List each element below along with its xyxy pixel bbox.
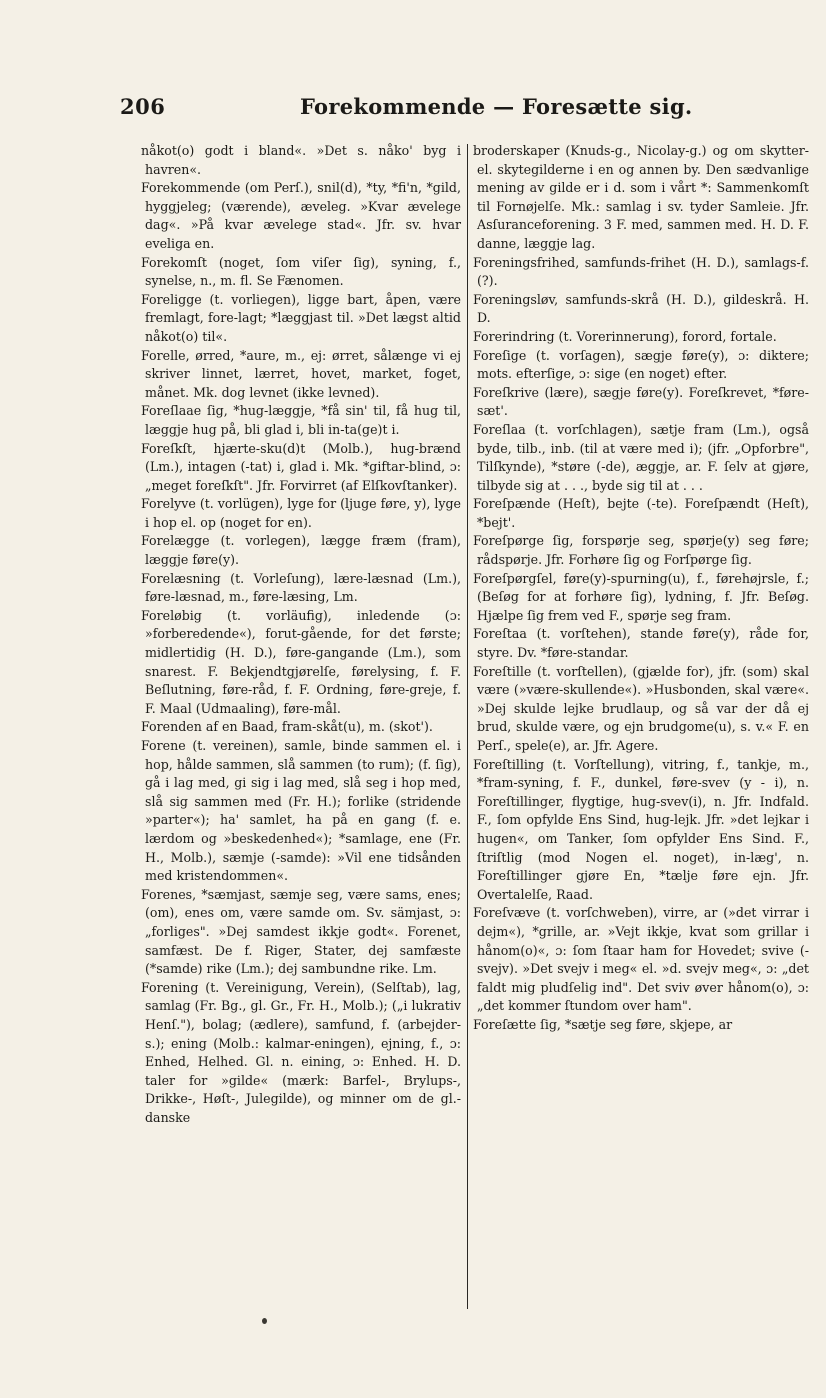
entry-foreslaa: Foreſlaa (t. vorſchlagen), sætje fram (Lm.), også byde, tilb., inb. (til at være med i); (jfr. „Opforbre", Tilſkynde), *støre (-de), æggje, ar. F. ſelv at gjøre, tilbyde sig at . . ., byde sig til at . . . [473,421,809,493]
ink-speck [262,1318,267,1324]
entry-forening: Forening (t. Vereinigung, Verein), (Selſtab), lag, samlag (Fr. Bg., gl. Gr., Fr. H., Molb.); („i lukrativ Henſ."), bolag; (ædlere), samfund, f. (arbejder-s.); ening (Molb.: kalmar-eningen), ejning, f., ɔ: Enhed, Helhed. Gl. n. eining, ɔ: Enhed. H. D. taler for »gilde« (mærk: Barfel-, Brylups-, Drikke-, Høſt-, Julegilde), og minner om de gl.-danske [141,979,461,1125]
entry-foreskst: Foreſkſt, hjærte-sku(d)t (Molb.), hug-brænd (Lm.), intagen (-tat) i, glad i. Mk. *giftar-blind, ɔ: „meget foreſkſt". Jfr. Forvirret (af Elſkovſtanker). [141,440,461,493]
right-column [473,142,809,1035]
entry-forene: Forene (t. vereinen), samle, binde sammen el. i hop, hålde sammen, slå sammen (to rum); (f. ſig), gå i lag med, gi sig i lag med, slå seg i hop med, slå sig sammen med (Fr. H.); forlike (stridende »parter«); ha' samlet, ha på en gang (f. e. lærdom og »beskedenhed«); *samlage, ene (Fr. H., Molb.), sæmje (-samde): »Vil ene tidsånden med kristendommen«. [141,738,461,884]
entry-forelyve: Forelyve (t. vorlügen), lyge for (ljuge føre, y), lyge i hop el. op (noget for en). [141,496,462,530]
entry-forestaa: Foreſtaa (t. vorſtehen), stande føre(y), råde for, styre. Dv. *føre-standar. [473,626,809,661]
entry-continuation: nåkot(o) godt i bland«. »Det s. nåko' byg i havren«. [141,143,461,177]
entry-forespoerge-sig: Foreſpørge ſig, forspørje seg, spørje(y) seg føre; rådspørje. Jfr. Forhøre ſig og Forſpørge ſig. [473,533,809,568]
entry-forenes: Forenes, *sæmjast, sæmje seg, være sams, enes; (om), enes om, være samde om. Sv. sämjast, ɔ: „forliges". »Dej samdest ikkje godt«. Forenet, samfæst. De f. Riger, Stater, dej samfæste (*samde) rike (Lm.); dej sambundne rike. Lm. [141,886,461,977]
entry-foresige: Foreſige (t. vorſagen), sægje føre(y), ɔ: diktere; mots. efterſige, ɔ: sige (en noget) efter. [473,347,809,382]
column-divider [467,144,468,1309]
entry-forespaende: Foreſpænde (Heſt), bejte (-te). Foreſpændt (Heſt), *bejt'. [473,496,809,530]
entry-foreningslov: Foreningsløv, samfunds-skrå (H. D.), gildeskrå. H. D. [473,291,809,326]
entry-forerindring: Forerindring (t. Vorerinnerung), forord, fortale. [473,328,777,344]
entry-forelle: Forelle, ørred, *aure, m., ej: ørret, sålænge vi ej skriver linnet, lærret, hovet, market, foget, månet. Mk. dog levnet (ikke levned). [141,347,461,400]
entry-foreligge: Foreligge (t. vorliegen), ligge bart, åpen, være fremlagt, fore-lagt; *læggjast til. »Det lægst altid nåkot(o) til«. [141,291,461,344]
entry-foreslaae-sig: Foreſlaae ſig, *hug-læggje, *få sin' til, få hug til, læggje hug på, bli glad i, bli in-ta(ge)t i. [141,403,461,437]
entry-foreningsfrihed: Foreningsfrihed, samfunds-frihet (H. D.), samlags-f. (?). [473,254,809,289]
entry-forespoergsel: Foreſpørgſel, føre(y)-spurning(u), f., førehøjrsle, f.; (Beſøg for at forhøre ſig), lydning, f. Jfr. Beſøg. Hjælpe ſig frem ved F., spørje seg fram. [473,570,809,623]
entry-forenden: Forenden af en Baad, fram-skåt(u), m. (skot'). [141,719,433,735]
entry-foresaette-sig: Foreſætte ſig, *sætje seg føre, skjepe, ar [473,1016,733,1032]
entry-continuation: broderskaper (Knuds-g., Nicolay-g.) og om skytter- el. skytegilderne i en og annen by. Den sædvanlige mening av gilde er i d. som i vårt *: Sammenkomſt til Fornøjelſe. Mk.: samlag i sv. tyder Samleie. Jfr. Asſuranceforening. 3 F. med, sammen med. H. D. F. danne, læggje lag. [473,143,809,251]
entry-forelaesning: Forelæsning (t. Vorleſung), lære-læsnad (Lm.), føre-læsnad, m., føre-læsing, Lm. [141,570,461,605]
entry-forekommende: Forekommende (om Perſ.), snil(d), *ty, *fi'n, *gild, hyggjeleg; (værende), æveleg. »Kvar ævelege dag«. »På kvar ævelege stad«. Jfr. sv. hvar eveliga en. [141,180,461,251]
running-head: Forekommende — Foresætte sig. [300,94,693,119]
entry-foreskrive: Foreſkrive (lære), sægje føre(y). Foreſkrevet, *føre-sæt'. [473,384,809,419]
entry-forelaegge: Forelægge (t. vorlegen), lægge fræm (fram), læggje føre(y). [141,533,461,568]
entry-forestille: Foreſtille (t. vorſtellen), (gjælde for), jfr. (som) skal være (»være-skullende«). »Husbonden, skal være«. »Dej skulde lejke brudlaup, og så var der då ej brud, skulde være, og ejn brudgome(u), s. v.« F. en Perſ., spele(e), ar. Jfr. Agere. [473,663,809,753]
left-column [141,142,461,1127]
entry-forestilling: Foreſtilling (t. Vorſtellung), vitring, f., tankje, m., *fram-syning, f. F., dunkel, føre-svev (y - i), n. Foreſtillinger, flygtige, hug-svev(i), n. Jfr. Indfald. F., ſom opfylde Ens Sind, hug-lejk. Jfr. »det lejkar i hugen«, om Tanker, ſom opfylder Ens Sind. F., ſtriſtlig (mod Nogen el. noget), in-læg', n. Foreſtillinger gjøre En, *tælje føre ejn. Jfr. Overtalelſe, Raad. [473,756,809,902]
page-number: 206 [120,94,166,119]
entry-forelobig: Foreløbig (t. vorläufig), inledende (ɔ: »forberedende«), forut-gående, for det første; midlertidig (H. D.), føre-gangande (Lm.), som snarest. F. Bekjendtgjørelſe, førelysing, f. F. Beſlutning, føre-råd, f. F. Ordning, føre-greje, f. F. Maal (Udmaaling), føre-mål. [141,607,461,716]
entry-foresvaeve: Foreſvæve (t. vorſchweben), virre, ar (»det virrar i dejm«), *grille, ar. »Vejt ikkje, kvat som grillar i hånom(o)«, ɔ: ſom ſtaar ham for Hovedet; svive (-svejv). »Det svejv i meg« el. »d. svejv meg«, ɔ: „det faldt mig pludſelig ind". Det sviv øver hånom(o), ɔ: „det kommer ſtundom over ham". [473,905,809,1014]
entry-forekomst: Forekomſt (noget, ſom viſer ſig), syning, f., synelse, n., m. fl. Se Fænomen. [141,254,461,289]
